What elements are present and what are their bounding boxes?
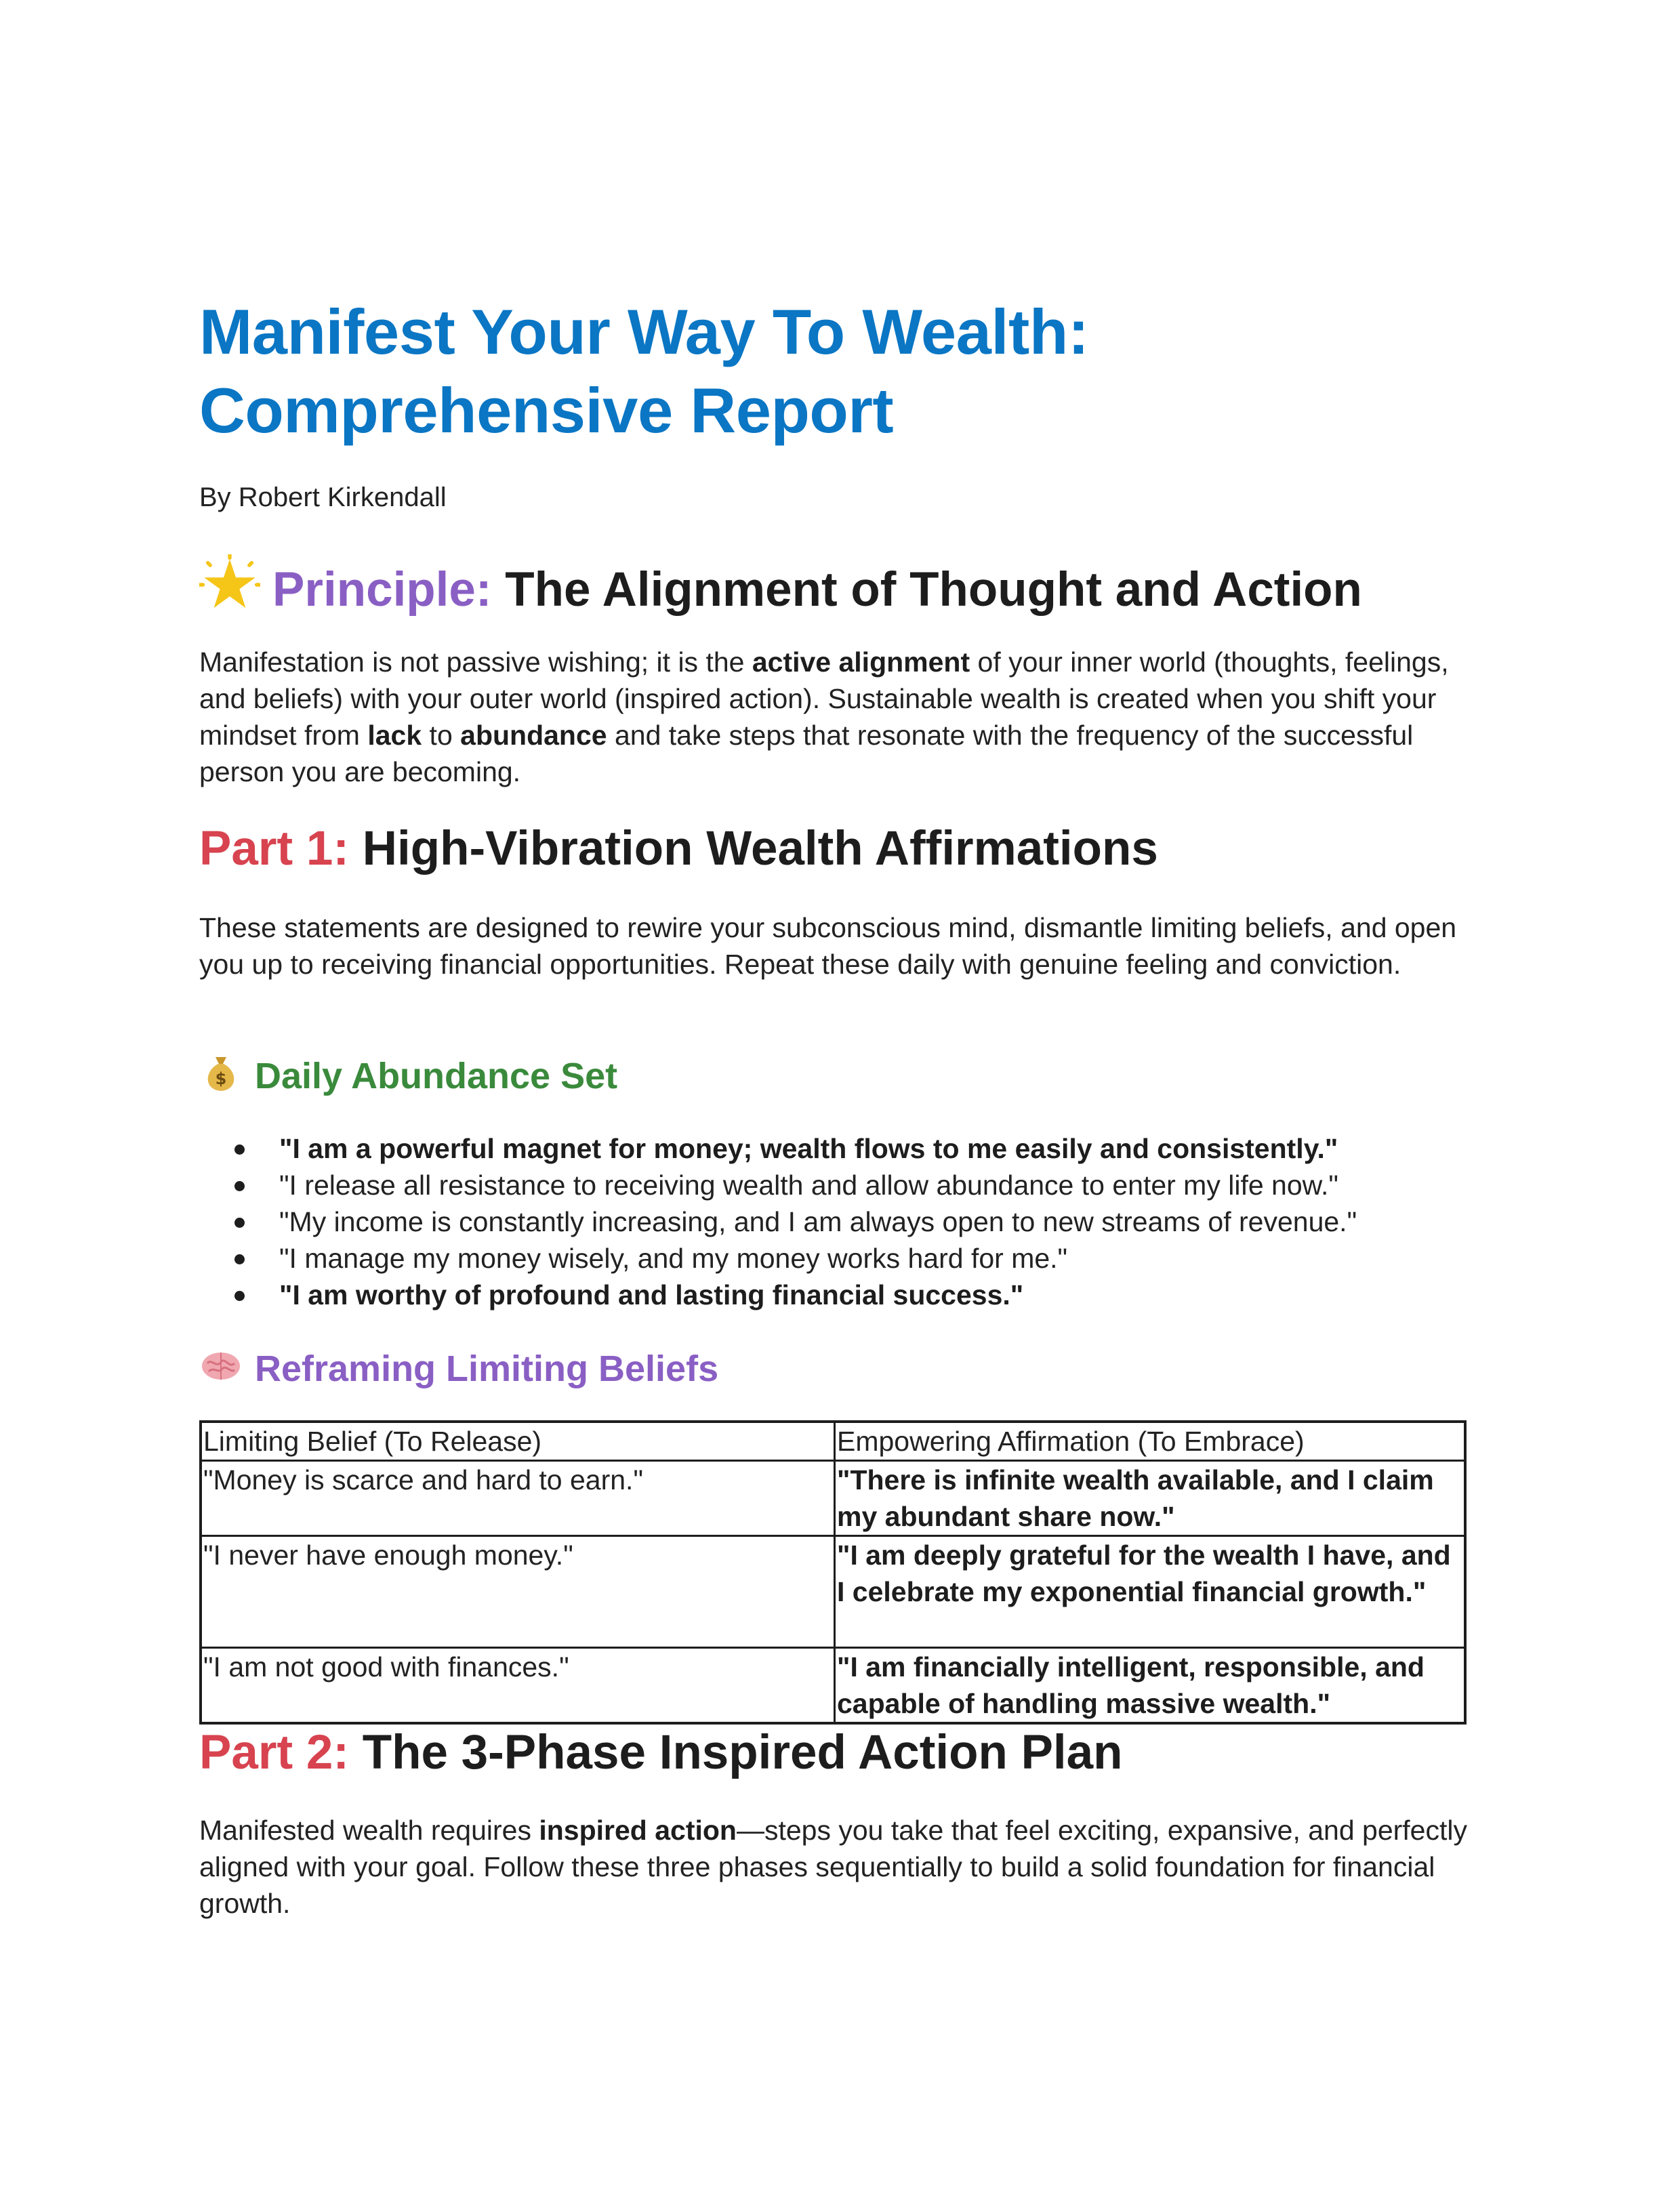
list-item <box>234 1167 1357 1203</box>
emphasis-inspired-action: inspired action <box>539 1815 737 1846</box>
part1-title: High-Vibration Wealth Affirmations <box>362 822 1158 875</box>
text-run: Manifested wealth requires <box>199 1815 539 1846</box>
list-item <box>234 1203 1357 1240</box>
table-cell: "I am deeply grateful for the wealth I have, and I celebrate my exponential financial growth." <box>835 1536 1466 1648</box>
table-header-row <box>201 1422 1465 1461</box>
part2-paragraph <box>199 1812 1473 1922</box>
brain-icon <box>199 1343 243 1386</box>
emphasis-abundance: abundance <box>460 720 607 751</box>
table-cell: "I am financially intelligent, responsible, and capable of handling massive wealth." <box>835 1648 1466 1724</box>
bullet-icon <box>234 1218 245 1228</box>
daily-abundance-heading <box>199 1050 617 1097</box>
daily-abundance-title: Daily Abundance Set <box>255 1056 618 1096</box>
table-cell: "Money is scarce and hard to earn." <box>201 1461 835 1536</box>
document-title <box>199 293 1089 450</box>
part1-keyword: Part 1: <box>199 822 349 875</box>
list-item-text: "My income is constantly increasing, and I am always open to new streams of revenue." <box>279 1206 1357 1237</box>
bullet-icon <box>234 1181 245 1191</box>
principle-heading <box>199 554 1362 617</box>
bullet-icon <box>234 1254 245 1264</box>
list-item <box>234 1277 1357 1313</box>
part1-heading <box>199 821 1158 876</box>
table-row <box>201 1648 1465 1724</box>
emphasis-active-alignment: active alignment <box>752 646 970 678</box>
list-item-text: "I am worthy of profound and lasting financial success." <box>279 1279 1024 1310</box>
emphasis-lack: lack <box>367 720 422 751</box>
reframing-heading <box>199 1343 718 1390</box>
part2-heading <box>199 1725 1123 1780</box>
part2-title: The 3-Phase Inspired Action Plan <box>362 1726 1123 1779</box>
principle-title: The Alignment of Thought and Action <box>505 563 1362 617</box>
part1-paragraph: These statements are designed to rewire your subconscious mind, dismantle limiting beliefs, and open you up to receiving financial opportunities. Repeat these daily with genuine feeling and conviction. <box>199 912 1457 980</box>
list-item <box>234 1130 1357 1167</box>
reframing-title: Reframing Limiting Beliefs <box>255 1348 719 1389</box>
affirmation-list <box>234 1130 1357 1313</box>
title-line-2: Comprehensive Report <box>199 375 894 446</box>
text-run: to <box>422 720 461 751</box>
table-cell: "I am not good with finances." <box>201 1648 835 1724</box>
text-run: and take steps that resonate with the frequency of the successful person you are becoming. <box>199 720 1414 787</box>
beliefs-table <box>199 1420 1467 1725</box>
text-run: Manifestation is not passive wishing; it is the <box>199 646 752 678</box>
table-row <box>201 1536 1465 1648</box>
money-bag-icon <box>199 1050 243 1094</box>
column-header: Limiting Belief (To Release) <box>201 1422 835 1461</box>
text-run: —steps you take that feel exciting, expansive, and perfectly aligned with your goal. Follow these three phases sequentially to build a solid foundation for financial growth. <box>199 1815 1467 1919</box>
list-item <box>234 1240 1357 1277</box>
table-cell: "I never have enough money." <box>201 1536 835 1648</box>
svg-text:$: $ <box>215 1069 227 1088</box>
author-byline: By Robert Kirkendall <box>199 482 447 512</box>
bullet-icon <box>234 1144 245 1155</box>
star-icon <box>199 554 260 615</box>
title-line-1: Manifest Your Way To Wealth: <box>199 296 1089 367</box>
part2-keyword: Part 2: <box>199 1726 349 1779</box>
principle-keyword: Principle: <box>272 563 492 617</box>
table-row <box>201 1461 1465 1536</box>
list-item-text: "I am a powerful magnet for money; wealth flows to me easily and consistently." <box>279 1133 1338 1164</box>
principle-paragraph <box>199 644 1473 790</box>
column-header: Empowering Affirmation (To Embrace) <box>835 1422 1466 1461</box>
bullet-icon <box>234 1291 245 1301</box>
table-cell: "There is infinite wealth available, and I claim my abundant share now." <box>835 1461 1466 1536</box>
list-item-text: "I release all resistance to receiving wealth and allow abundance to enter my life now." <box>279 1170 1338 1201</box>
list-item-text: "I manage my money wisely, and my money works hard for me." <box>279 1243 1068 1274</box>
text-run: of your inner world (thoughts, feelings, and beliefs) with your outer world (inspired action). Sustainable wealth is created when you shift your mindset from <box>199 646 1449 751</box>
